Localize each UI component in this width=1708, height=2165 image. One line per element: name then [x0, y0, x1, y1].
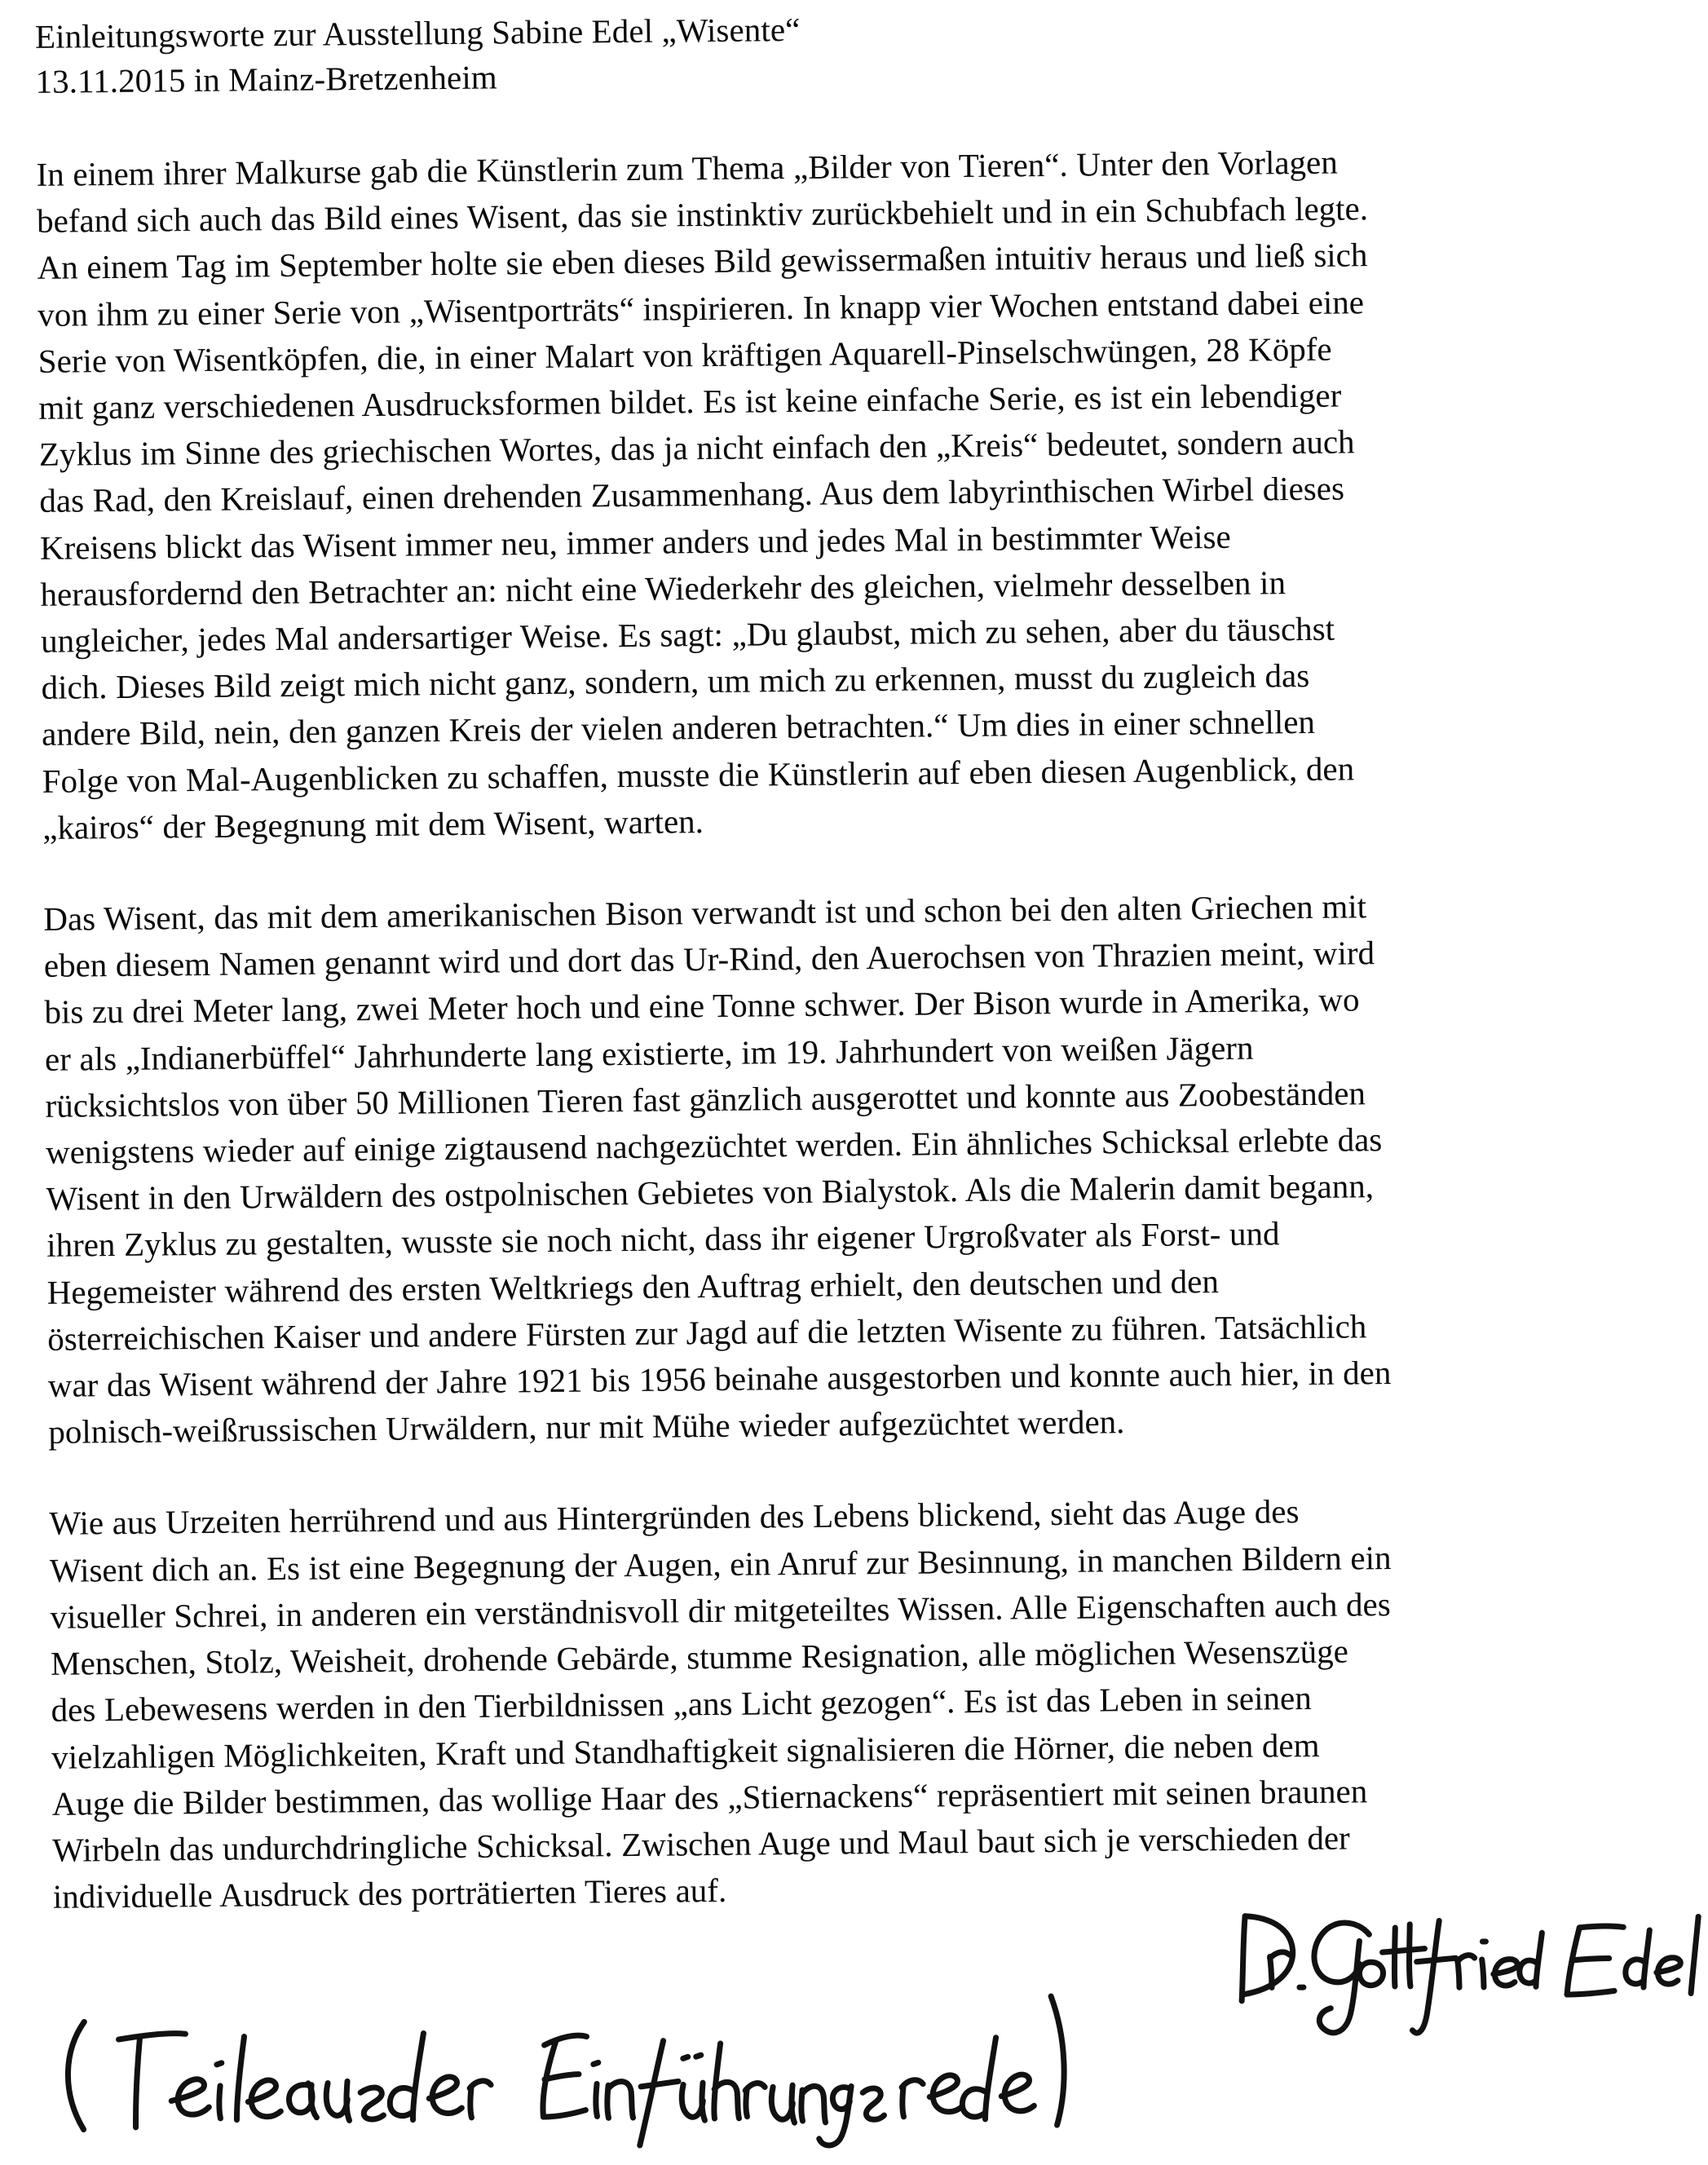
paragraph-line: Wie aus Urzeiten herrührend und aus Hintergründen des Lebens blickend, sieht das Auge des: [49, 1492, 1300, 1543]
heading-title-line: Einleitungsworte zur Ausstellung Sabine Edel „Wisente“: [34, 10, 801, 55]
paragraph-line: ungleicher, jedes Mal andersartiger Weise. Es sagt: „Du glaubst, mich zu sehen, aber du täuschst: [40, 609, 1335, 660]
paragraph-line: ihren Zyklus zu gestalten, wusste sie noch nicht, dass ihr eigener Urgroßvater als Forst- und: [46, 1214, 1280, 1265]
paragraph-line: vielzahligen Möglichkeiten, Kraft und Standhaftigkeit signalisieren die Hörner, die neben dem: [51, 1725, 1320, 1776]
paragraph-1: [36, 136, 1640, 851]
paragraph-line: dich. Dieses Bild zeigt mich nicht ganz, sondern, um mich zu erkennen, musst du zugleich das: [41, 656, 1310, 707]
paragraph-line: Kreisens blickt das Wisent immer neu, immer anders und jedes Mal in bestimmter Weise: [39, 517, 1231, 567]
paragraph-line: bis zu drei Meter lang, zwei Meter hoch und eine Tonne schwer. Der Bison wurde in Amerika, wo: [44, 980, 1360, 1032]
paragraph-line: befand sich auch das Bild eines Wisent, das sie instinktiv zurückbehielt und in ein Schubfach legte.: [36, 189, 1369, 241]
paragraph-line: An einem Tag im September holte sie eben dieses Bild gewissermaßen intuitiv heraus und ließ sich: [37, 236, 1368, 287]
paragraph-line: andere Bild, nein, den ganzen Kreis der vielen anderen betrachten.“ Um dies in einer schnellen: [41, 703, 1316, 753]
paragraph-line: mit ganz verschiedenen Ausdrucksformen bildet. Es ist keine einfache Serie, es ist ein lebendiger: [38, 376, 1342, 426]
paragraph-line: polnisch-weißrussischen Urwäldern, nur mit Mühe wieder aufgezüchtet werden.: [48, 1403, 1125, 1451]
signature: [1220, 1889, 1708, 2044]
paragraph-line: wenigstens wieder auf einige zigtausend nachgezüchtet werden. Ein ähnliches Schicksal erlebte das: [45, 1120, 1383, 1171]
paragraph-line: Zyklus im Sinne des griechischen Wortes, das ja nicht einfach den „Kreis“ bedeutet, sondern auch: [38, 422, 1355, 474]
paragraph-line: Wirbeln das undurchdringliche Schicksal. Zwischen Auge und Maul baut sich je verschieden der: [52, 1818, 1350, 1869]
paragraph-line: rücksichtslos von über 50 Millionen Tieren fast gänzlich ausgerottet und konnte aus Zoobeständen: [45, 1074, 1366, 1124]
paragraph-line: Serie von Wisentköpfen, die, in einer Malart von kräftigen Aquarell-Pinselschwüngen, 28 Köpfe: [38, 329, 1332, 380]
paragraph-2: [43, 881, 1646, 1456]
paragraph-line: Hegemeister während des ersten Weltkriegs den Auftrag erhielt, den deutschen und den: [46, 1261, 1220, 1311]
paragraph-line: „kairos“ der Begegnung mit dem Wisent, warten.: [42, 802, 704, 846]
document-heading: [35, 0, 1646, 104]
paragraph-line: visueller Schrei, in anderen ein verständnisvoll dir mitgeteiltes Wissen. Alle Eigenschaften auch des: [50, 1584, 1391, 1636]
heading-date-location-line: 13.11.2015 in Mainz-Bretzenheim: [35, 58, 498, 100]
paragraph-line: Wisent in den Urwäldern des ostpolnischen Gebietes von Bialystok. Als die Malerin damit begann,: [46, 1167, 1375, 1218]
paragraph-line: individuelle Ausdruck des porträtierten Tieres auf.: [52, 1871, 727, 1915]
document-text-body: [35, 0, 1663, 1920]
paragraph-line: er als „Indianerbüffel“ Jahrhunderte lang existierte, im 19. Jahrhundert von weißen Jägern: [44, 1028, 1254, 1078]
paragraph-line: Auge die Bilder bestimmen, das wollige Haar des „Stiernackens“ repräsentiert mit seinen braunen: [51, 1772, 1368, 1823]
paragraph-line: Wisent dich an. Es ist eine Begegnung der Augen, ein Anruf zur Besinnung, in manchen Bildern ein: [49, 1538, 1392, 1589]
paragraph-line: das Rad, den Kreislauf, einen drehenden Zusammenhang. Aus dem labyrinthischen Wirbel dieses: [39, 469, 1345, 520]
paragraph-line: von ihm zu einer Serie von „Wisentporträts“ inspirieren. In knapp vier Wochen entstand dabei eine: [38, 282, 1365, 334]
paragraph-line: Folge von Mal-Augenblicken zu schaffen, musste die Künstlerin auf eben diesen Augenblick, den: [42, 749, 1355, 800]
paragraph-3: [49, 1486, 1651, 1921]
paragraph-line: österreichischen Kaiser und andere Fürsten zur Jagd auf die letzten Wisente zu führen. Tatsächlich: [47, 1307, 1367, 1358]
paragraph-line: des Lebewesens werden in den Tierbildnissen „ans Licht gezogen“. Es ist das Leben in seinen: [51, 1679, 1312, 1730]
paragraph-line: Das Wisent, das mit dem amerikanischen Bison verwandt ist und schon bei den alten Griechen mit: [43, 887, 1367, 938]
paragraph-line: eben diesem Namen genannt wird und dort das Ur-Rind, den Auerochsen von Thrazien meint, wird: [43, 934, 1375, 985]
paragraph-line: Menschen, Stolz, Weisheit, drohende Gebärde, stumme Resignation, alle möglichen Wesenszüge: [50, 1632, 1349, 1682]
paragraph-line: herausfordernd den Betrachter an: nicht eine Wiederkehr des gleichen, vielmehr desselben in: [40, 563, 1287, 613]
handwritten-note: [33, 1991, 850, 2163]
paragraph-line: In einem ihrer Malkurse gab die Künstlerin zum Thema „Bilder von Tieren“. Unter den Vorlagen: [36, 143, 1338, 193]
paragraph-line: war das Wisent während der Jahre 1921 bis 1956 beinahe ausgestorben und konnte auch hier, in den: [47, 1354, 1392, 1404]
